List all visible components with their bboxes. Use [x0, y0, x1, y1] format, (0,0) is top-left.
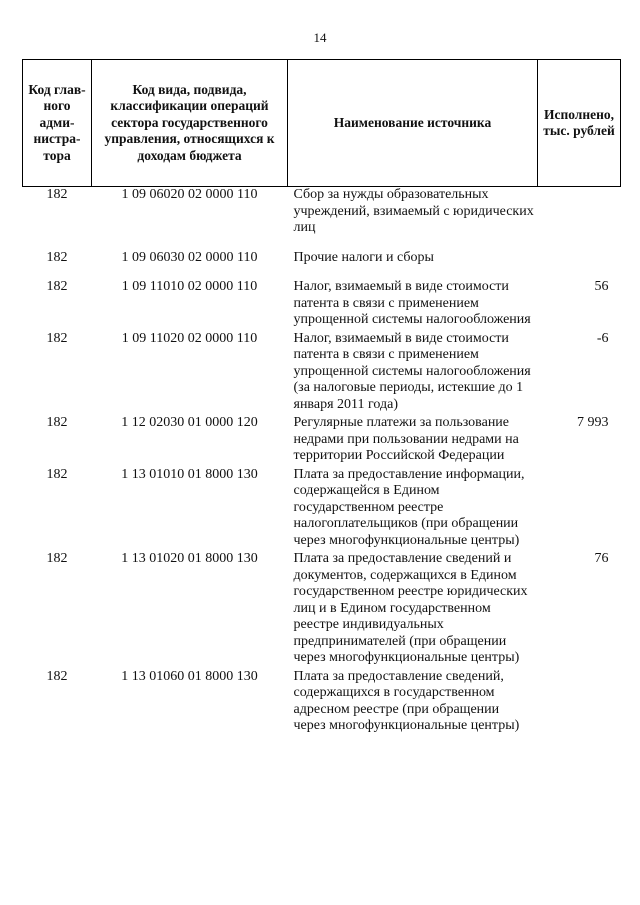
- admin-code-cell: 182: [46, 279, 68, 294]
- page-number: 14: [313, 30, 327, 45]
- header-classification-code: Код вида, подвида, классификации операций сектора государственного управления, относящихся к доходам бюджета: [92, 60, 288, 187]
- amount-cell: [538, 467, 621, 552]
- table-row: [23, 331, 621, 416]
- source-name-cell: Плата за предоставление сведений и документов, содержащихся в Едином государственном реестре юридических лиц и в Едином государственном реестре индивидуальных предпринимателей (при обращении через многофункциональные центры): [293, 551, 528, 665]
- header-admin-code: Код глав-ного адми-нистра-тора: [23, 60, 92, 187]
- classification-code-cell: 1 09 11020 02 0000 110: [121, 330, 258, 346]
- classification-code-cell: 1 09 06030 02 0000 110: [121, 249, 258, 265]
- source-name-cell: Прочие налоги и сборы: [293, 249, 434, 265]
- source-name-cell: Сбор за нужды образовательных учреждений, взимаемый с юридических лиц: [293, 187, 534, 235]
- amount-cell: 56: [594, 279, 609, 294]
- amount-cell: 76: [594, 551, 609, 566]
- amount-cell: [538, 187, 621, 250]
- amount-cell: [538, 669, 621, 737]
- table-row: [23, 279, 621, 331]
- classification-code-cell: 1 12 02030 01 0000 120: [121, 415, 258, 430]
- table-header-row: [23, 60, 621, 187]
- classification-code-cell: 1 09 11010 02 0000 110: [121, 279, 258, 294]
- header-executed: Исполнено, тыс. рублей: [538, 60, 621, 187]
- admin-code-cell: 182: [46, 187, 68, 202]
- admin-code-cell: 182: [46, 668, 68, 684]
- amount-cell: -6: [596, 330, 609, 346]
- table-row: [23, 467, 621, 552]
- source-name-cell: Плата за предоставление информации, содержащейся в Едином государственном реестре налогоплательщиков (при обращении через многофункциональные центры): [293, 466, 525, 548]
- source-name-cell: Плата за предоставление сведений, содержащихся в государственном адресном реестре (при обращении через многофункциональные центры): [293, 668, 520, 733]
- admin-code-cell: 182: [46, 551, 68, 566]
- admin-code-cell: 182: [46, 415, 68, 430]
- table-row: [23, 250, 621, 280]
- amount-cell: 7 993: [577, 415, 609, 430]
- table-row: [23, 415, 621, 467]
- classification-code-cell: 1 13 01010 01 8000 130: [121, 466, 258, 482]
- classification-code-cell: 1 13 01020 01 8000 130: [121, 551, 258, 566]
- source-name-cell: Регулярные платежи за пользование недрами при пользовании недрами на территории Российской Федерации: [293, 415, 519, 463]
- amount-cell: [538, 250, 621, 280]
- source-name-cell: Налог, взимаемый в виде стоимости патента в связи с применением упрощенной системы налогообложения (за налоговые периоды, истекшие до 1 января 2011 года): [293, 330, 531, 412]
- header-source-name: Наименование источника: [288, 60, 538, 187]
- table-row: [23, 669, 621, 737]
- table-row: [23, 551, 621, 669]
- budget-revenue-table: [22, 59, 621, 737]
- classification-code-cell: 1 09 06020 02 0000 110: [121, 187, 258, 202]
- admin-code-cell: 182: [46, 249, 68, 265]
- admin-code-cell: 182: [46, 330, 68, 346]
- admin-code-cell: 182: [46, 466, 68, 482]
- source-name-cell: Налог, взимаемый в виде стоимости патента в связи с применением упрощенной системы налогообложения: [293, 279, 531, 327]
- classification-code-cell: 1 13 01060 01 8000 130: [121, 668, 258, 684]
- table-row: [23, 187, 621, 250]
